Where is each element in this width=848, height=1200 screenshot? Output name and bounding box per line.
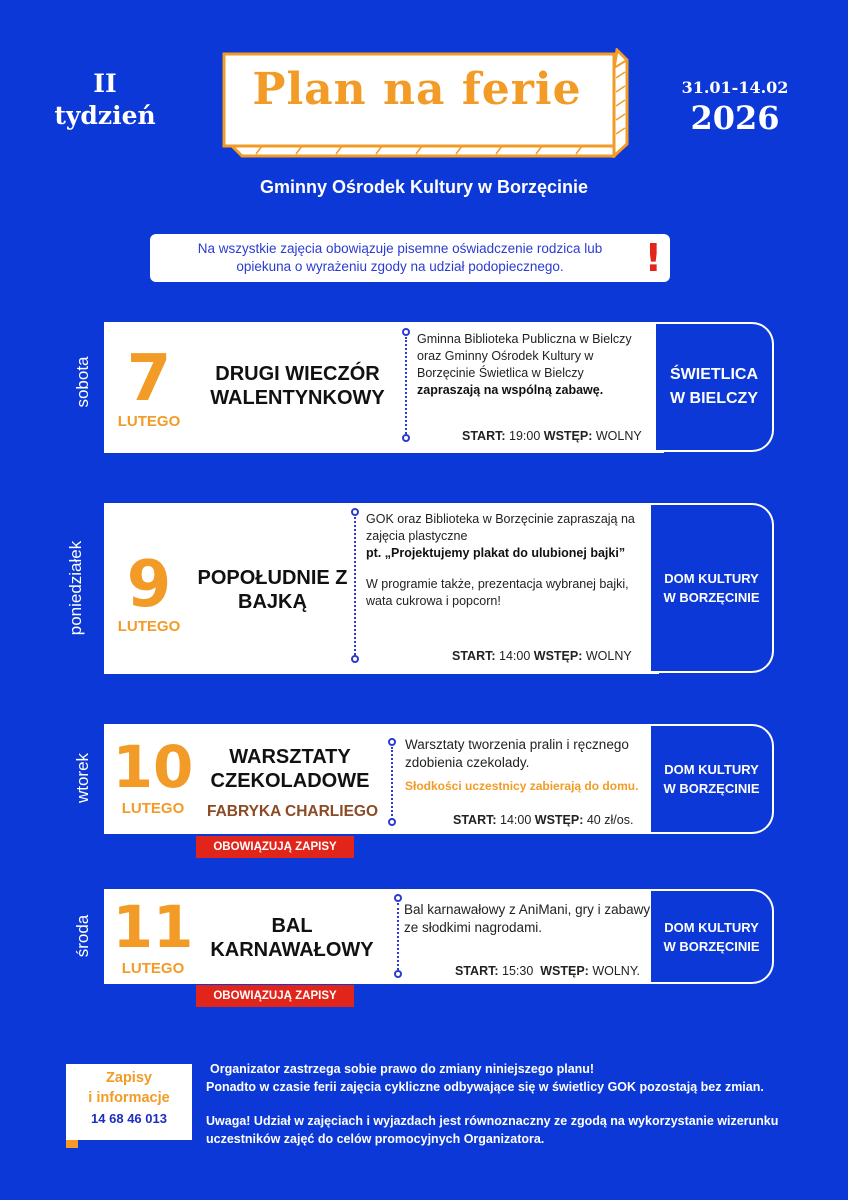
entry-value: WOLNY xyxy=(595,429,642,443)
event-title: WARSZTATY CZEKOLADOWE xyxy=(210,746,370,792)
info-label xyxy=(66,1068,192,1108)
timeline-dot-bottom xyxy=(394,970,402,978)
description-highlight: pt. „Projektujemy plakat do ulubionej bajki” xyxy=(366,546,626,560)
start-label: START: xyxy=(462,429,506,443)
entry-label: WSTĘP: xyxy=(534,813,584,827)
timeline-line xyxy=(397,903,399,970)
venue-name: DOM KULTURY W BORZĘCINIE xyxy=(663,571,760,605)
event-venue xyxy=(651,503,774,673)
event-description xyxy=(417,331,642,399)
event-start-info xyxy=(452,649,632,663)
description-extra: W programie także, prezentacja wybranej bajki, wata cukrowa i popcorn! xyxy=(366,577,629,608)
event-date-number: 9 xyxy=(126,548,172,622)
entry-value: WOLNY xyxy=(585,649,632,663)
timeline-line xyxy=(354,517,356,655)
event-venue xyxy=(651,724,774,834)
venue-name: ŚWIETLICA W BIELCZY xyxy=(670,366,758,407)
week-label xyxy=(40,68,170,132)
start-time: 14:00 xyxy=(499,649,531,663)
day-label-sobota: sobota xyxy=(73,356,92,408)
event-description xyxy=(405,736,645,794)
organizer-name: Gminny Ośrodek Kultury w Borzęcinie xyxy=(259,177,589,197)
event-date-month: LUTEGO xyxy=(117,618,181,635)
start-time: 15:30 xyxy=(502,964,534,978)
event-subtitle: FABRYKA CHARLIEGO xyxy=(206,803,379,820)
day-label-sroda: środa xyxy=(73,914,92,958)
entry-label: WSTĘP: xyxy=(543,429,593,443)
venue-name: DOM KULTURY W BORZĘCINIE xyxy=(663,919,760,954)
entry-label: WSTĘP: xyxy=(540,964,589,978)
event-date-month: LUTEGO xyxy=(121,960,185,977)
footer-line1: Organizator zastrzega sobie prawo do zmiany niniejszego planu! xyxy=(210,1062,595,1076)
description-note: Słodkości uczestnicy zabierają do domu. xyxy=(405,779,639,793)
date-block xyxy=(660,78,810,137)
week-number: II xyxy=(93,69,117,98)
entry-label: WSTĘP: xyxy=(533,649,583,663)
week-word: tydzień xyxy=(54,101,156,130)
date-range: 31.01-14.02 xyxy=(681,78,789,97)
year: 2026 xyxy=(690,99,780,137)
timeline-line xyxy=(405,337,407,434)
event-description xyxy=(366,511,636,610)
day-label-wtorek: wtorek xyxy=(73,752,92,804)
registration-info-box xyxy=(66,1064,192,1140)
timeline-dot-top xyxy=(394,894,402,902)
timeline-dot-bottom xyxy=(388,818,396,826)
event-start-info xyxy=(455,964,640,978)
consent-notice xyxy=(150,234,670,282)
entry-value: WOLNY. xyxy=(592,964,641,978)
start-label: START: xyxy=(455,964,499,978)
event-start-info xyxy=(462,429,642,443)
start-label: START: xyxy=(453,813,497,827)
exclamation-icon: ! xyxy=(644,236,662,280)
start-label: START: xyxy=(452,649,496,663)
description-text: GOK oraz Biblioteka w Borzęcinie zapraszają na zajęcia plastyczne xyxy=(366,512,635,543)
timeline-dot-bottom xyxy=(402,434,410,442)
event-description: Bal karnawałowy z AniMani, gry i zabawy ze słodkimi nagrodami. xyxy=(404,902,651,935)
event-venue xyxy=(656,322,774,452)
notice-text: Na wszystkie zajęcia obowiązuje pisemne oświadczenie rodzica lub opiekuna o wyrażeniu zgody na udział podopiecznego. xyxy=(197,241,603,274)
phone-number[interactable]: 14 68 46 013 xyxy=(91,1111,167,1126)
description-highlight: zapraszają na wspólną zabawę. xyxy=(417,383,604,397)
event-date-month: LUTEGO xyxy=(121,800,185,817)
description-text: Gminna Biblioteka Publiczna w Bielczy oraz Gminny Ośrodek Kultury w Borzęcinie Świetlica w Bielczy xyxy=(417,332,632,380)
event-date-number: 7 xyxy=(126,342,172,416)
footer-line2: Ponadto w czasie ferii zajęcia cykliczne odbywające się w świetlicy GOK pozostają bez zmian. xyxy=(206,1080,764,1094)
timeline-dot-top xyxy=(351,508,359,516)
entry-value: 40 zł/os. xyxy=(586,813,634,827)
info-label-line2: i informacje xyxy=(88,1090,170,1106)
info-label-line1: Zapisy xyxy=(106,1070,152,1086)
start-time: 19:00 xyxy=(509,429,541,443)
registration-badge: OBOWIĄZUJĄ ZAPISY xyxy=(196,985,354,1007)
footer-notes xyxy=(206,1060,826,1148)
day-label-poniedzialek: poniedziałek xyxy=(66,540,85,636)
timeline-dot-top xyxy=(402,328,410,336)
event-title: BAL KARNAWAŁOWY xyxy=(210,915,374,961)
footer-line3: Uwaga! Udział w zajęciach i wyjazdach jest równoznaczny ze zgodą na wykorzystanie wizerunku uczestników zajęć do celów promocyjnych Organizatora. xyxy=(206,1114,779,1146)
timeline-dot-bottom xyxy=(351,655,359,663)
event-venue xyxy=(651,889,774,984)
title-banner xyxy=(222,48,632,148)
event-date-month: LUTEGO xyxy=(117,413,181,430)
start-time: 14:00 xyxy=(500,813,532,827)
venue-name: DOM KULTURY W BORZĘCINIE xyxy=(663,762,760,796)
page-title: Plan na ferie xyxy=(252,64,582,115)
timeline-dot-top xyxy=(388,738,396,746)
event-date-number: 11 xyxy=(112,893,194,961)
event-title: DRUGI WIECZÓR WALENTYNKOWY xyxy=(210,363,385,409)
event-start-info xyxy=(453,813,633,827)
event-date-number: 10 xyxy=(112,733,194,801)
timeline-line xyxy=(391,747,393,820)
event-title: POPOŁUDNIE Z BAJKĄ xyxy=(197,567,348,613)
registration-badge: OBOWIĄZUJĄ ZAPISY xyxy=(196,836,354,858)
description-text: Warsztaty tworzenia pralin i ręcznego zdobienia czekolady. xyxy=(405,737,629,770)
